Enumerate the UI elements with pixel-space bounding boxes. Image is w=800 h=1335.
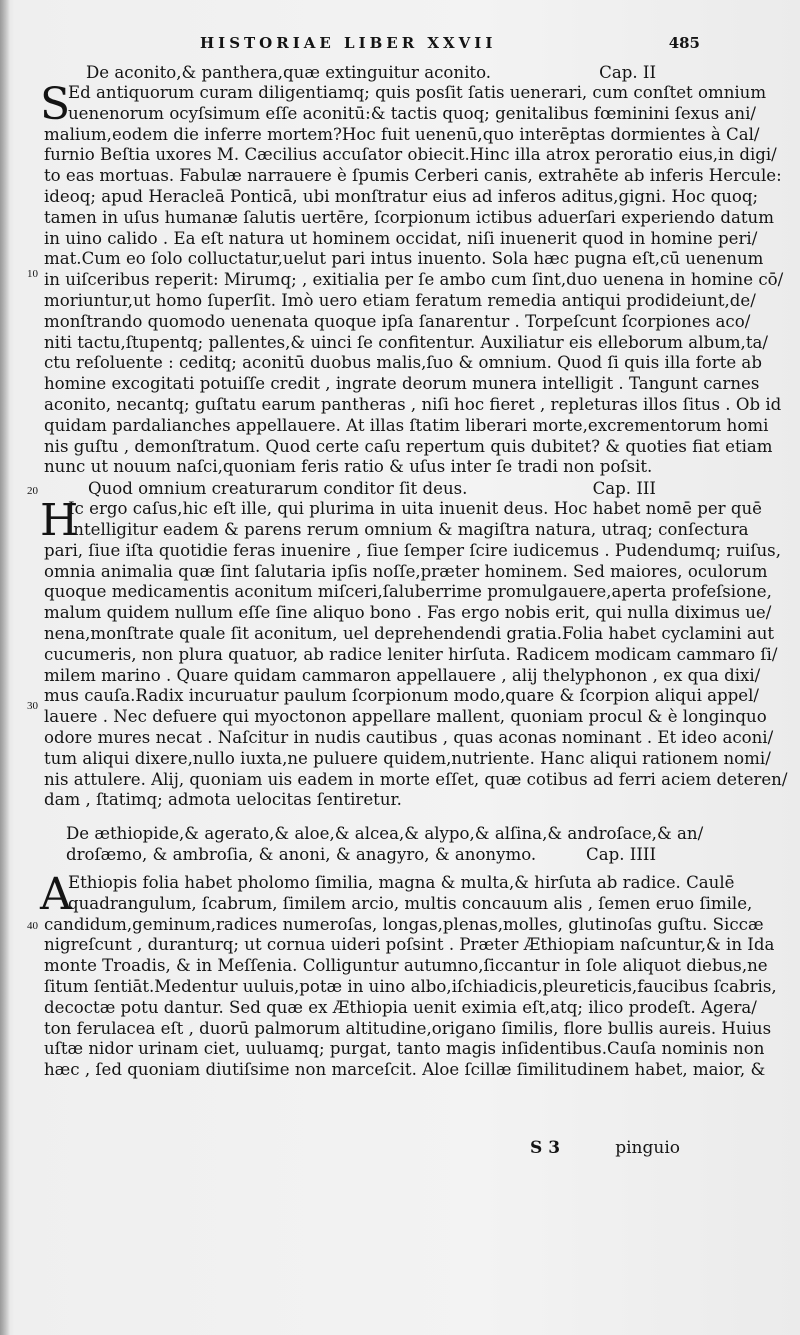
text-line: mus cauſa.Radix incuruatur paulum ſcorpionum modo,quare & ſcorpion aliqui appel/ (44, 686, 760, 706)
catchword: pinguio (615, 1138, 680, 1158)
chapter-heading (44, 62, 678, 83)
paragraph (40, 495, 788, 811)
text-line: Ed antiquorum curam diligentiamq; quis posſit ſatis uenerari, cum conſtet omnium (68, 83, 767, 102)
text-line: in uino calido . Ea eſt natura ut hominem occidat, niſi inuenerit quod in homine peri/ (44, 228, 758, 248)
text-line: Ethiopis folia habet pholomo ſimilia, magna & multa,& hirſuta ab radice. Caulē (68, 873, 735, 893)
text-line: quadrangulum, ſcabrum, ſimilem arcio, multis concauum alis , ſemen eruo ſimile, (68, 893, 753, 913)
text-line: homine excogitati potuiſſe credit , ingrate deorum munera intelligit . Tangunt carnes (44, 374, 760, 394)
text-line: ctu reſoluente : ceditq; aconitū duobus malis,ſuo & omnium. Quod ſi quis illa forte ab (44, 353, 762, 373)
heading-text: droſæmo, & ambroſia, & anoni, & anagyro, & anonymo. (66, 845, 537, 865)
text-line: milem marino . Quare quidam cammaron appellauere , alij thelyphonon , ex qua dixi/ (44, 665, 761, 685)
heading-text: Quod omnium creaturarum conditor ſit deus. (88, 479, 468, 499)
text-line: intelligitur eadem & parens rerum omnium & magiſtra natura, utraq; conſectura (68, 519, 749, 539)
text-line: ton ferulacea eſt , duorū palmorum altitudine,origano ſimilis, flore bullis aureis. Huius (44, 1018, 772, 1038)
text-line: decoctæ potu dantur. Sed quæ ex Æthiopia uenit eximia eſt,atq; ilico prodeſt. Agera/ (44, 997, 757, 1017)
text-line: nis guſtu , demonſtratum. Quod certe caſu repertum quis dubitet? & quoties fiat etiam (44, 436, 773, 456)
text-line: hæc , ſed quoniam diutiſsime non marceſcit. Aloe ſcillæ ſimilitudinem habet, maior, & (44, 1060, 766, 1080)
text-line: nunc ut nouum naſci,quoniam feris ratio & uſus inter ſe tradi non poſsit. (44, 457, 653, 477)
text-line: moriuntur,ut homo ſuperſit. Imò uero etiam feratum remedia antiqui prodideiunt,de/ (44, 290, 756, 310)
running-head (200, 34, 700, 58)
running-title: HISTORIAE LIBER XXVII (200, 34, 497, 52)
chapter-number: Cap. II (599, 63, 656, 82)
text-line: omnia animalia quæ ſint ſalutaria ipſis noſſe,præter hominem. Sed maiores, oculorum (44, 561, 768, 581)
section-gap (44, 811, 678, 823)
text-line: cucumeris, non plura quatuor, ab radice leniter hirſuta. Radicem modicam cammaro ſi/ (44, 644, 778, 664)
text-line: niti tactu,ſtupentq; pallentes,& uinci ſe confitentur. Auxiliatur eis elleborum album,ta/ (44, 332, 768, 352)
text-line: in uiſceribus reperit: Mirumq; , exitialia per ſe ambo cum ſint,duo uenena in homine cō/ (44, 270, 784, 290)
text-line: monte Troadis, & in Meſſenia. Colliguntur autumno,ſiccantur in ſole aliquot diebus,ne (44, 956, 768, 976)
text-line: ideoq; apud Heracleā Ponticā, ubi monſtratur eius ad inferos aditus,gigni. Hoc quoq; (44, 186, 759, 206)
gutter-shadow (0, 0, 10, 1335)
margin-line-number: 40 (27, 920, 38, 932)
chapter-heading (44, 823, 704, 844)
text-line: malum quidem nullum eſſe ſine aliquo bono . Fas ergo nobis erit, qui nulla diximus ue/ (44, 603, 772, 623)
page-number: 485 (668, 34, 700, 52)
text-line: to eas mortuas. Fabulæ narrauere è ſpumis Cerberi canis, extrahēte ab inferis Hercule: (44, 166, 782, 186)
text-line: ſitum ſentiāt.Medentur uuluis,potæ in uino albo,iſchiadicis,pleureticis,faucibus ſcabris, (44, 977, 777, 997)
margin-line-number: 20 (27, 485, 38, 497)
text-line: quidam pardalianches appellauere. At illas ſtatim liberari morte,excrementorum homi (44, 415, 769, 435)
heading-text: De aconito,& panthera,quæ extinguitur aconito. (86, 63, 492, 82)
drop-cap: S (40, 79, 71, 130)
text-line: mat.Cum eo ſolo colluctatur,uelut pari intus inuento. Sola hæc pugna eſt,cū uenenum (44, 249, 764, 269)
text-line: lauere . Nec defuere qui myoctonon appellare mallent, quoniam procul & è longinquo (44, 707, 767, 727)
text-line: dam , ſtatimq; admota uelocitas ſentiretur. (44, 790, 402, 810)
text-line: tum aliqui dixere,nullo iuxta,ne puluere quidem,nutriente. Hanc aliqui rationem nomi/ (44, 748, 771, 768)
text-line: odore mures necat . Naſcitur in nudis cautibus , quas aconas nominant . Et ideo aconi/ (44, 727, 774, 747)
text-line: Ic ergo caſus,hic eſt ille, qui plurima in uita inuenit deus. Hoc habet nomē per quē (68, 499, 762, 519)
text-line: candidum,geminum,radices numeroſas, longas,plenas,molles, glutinoſas guſtu. Siccæ (44, 914, 764, 934)
drop-cap: A (40, 869, 72, 921)
text-line: nis attulere. Alij, quoniam uis eadem in morte eſſet, quæ cotibus ad ferri aciem deteren/ (44, 769, 788, 789)
section-gap (44, 865, 678, 873)
paragraph (40, 869, 777, 1081)
margin-line-number: 10 (27, 268, 38, 280)
heading-text: De æthiopide,& agerato,& aloe,& alcea,& alypo,& alſina,& androſace,& an/ (66, 824, 704, 844)
chapter-number: Cap. IIII (586, 845, 656, 865)
chapter-heading (44, 478, 678, 499)
text-line: nigreſcunt , duranturq; ut cornua uideri poſsint . Præter Æthiopiam naſcuntur,& in Ida (44, 935, 775, 955)
text-line: tamen in uſus humanæ ſalutis uertēre, ſcorpionum ictibus aduerſari experiendo datum (44, 207, 774, 227)
drop-cap: H (40, 495, 79, 547)
paragraph (40, 79, 784, 478)
text-line: uenenorum ocyſsimum eſſe aconitū:& tactis quoq; genitalibus fœminini ſexus ani/ (68, 103, 756, 123)
signature-mark: S 3 (530, 1138, 561, 1158)
text-line: pari, ſiue iſta quotidie feras inuenire , ſiue ſemper ſcire iudicemus . Pudendumq; ruiſus, (44, 540, 781, 560)
text-line: malium,eodem die inferre mortem?Hoc fuit uenenū,quo interēptas dormientes à Cal/ (44, 124, 760, 144)
text-line: monſtrando quomodo uenenata quoque ipſa ſanarentur . Torpeſcunt ſcorpiones aco/ (44, 311, 751, 331)
chapter-number: Cap. III (592, 479, 656, 499)
text-line: uſtæ nidor urinam ciet, uuluamq; purgat, tanto magis inſidentibus.Cauſa nominis non (44, 1039, 765, 1059)
text-line: nena,monſtrate quale ſit aconitum, uel deprehendendi gratia.Folia habet cyclamini aut (44, 623, 775, 643)
chapter-heading (44, 844, 678, 865)
signature-line (530, 1138, 680, 1162)
text-line: furnio Beſtia uxores M. Cæcilius accuſator obiecit.Hinc illa atrox peroratio eius,in digi/ (44, 145, 777, 165)
text-line: quoque medicamentis aconitum miſceri,ſaluberrime promulgauere,aperta profeſsione, (44, 582, 772, 602)
margin-line-number: 30 (27, 700, 38, 712)
text-block (40, 62, 788, 1081)
text-line: aconito, necantq; guſtatu earum pantheras , niſi hoc fieret , repleturas illos ſitus . Ob id (44, 394, 782, 414)
